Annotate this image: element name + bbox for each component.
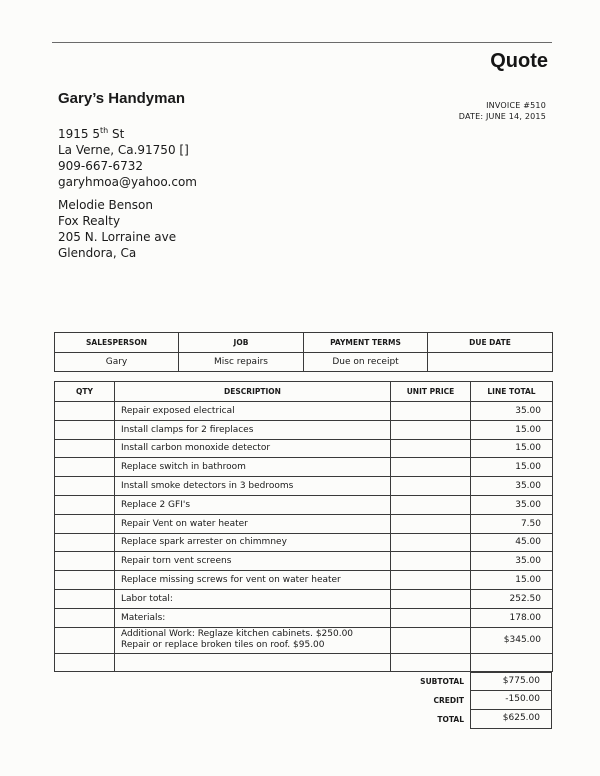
qty-cell	[55, 420, 115, 439]
due-date-header: DUE DATE	[428, 333, 553, 353]
salesperson-header: SALESPERSON	[55, 333, 179, 353]
line-item-row	[55, 402, 553, 421]
unit-price-cell	[391, 533, 471, 552]
credit-label: CREDIT	[433, 696, 464, 705]
line-item-row	[55, 571, 553, 590]
unit-price-cell	[391, 458, 471, 477]
unit-price-cell	[391, 477, 471, 496]
sender-phone: 909-667-6732	[58, 159, 144, 173]
line-items-table	[54, 381, 553, 672]
recipient-address	[58, 197, 176, 261]
line-total-cell: 15.00	[471, 571, 553, 590]
job-info-row	[55, 353, 553, 372]
company-name: Gary’s Handyman	[58, 90, 185, 107]
additional-work-row	[55, 627, 553, 653]
line-total-cell: 35.00	[471, 402, 553, 421]
line-total-header: LINE TOTAL	[471, 382, 553, 402]
qty-cell	[55, 477, 115, 496]
description-cell: Install carbon monoxide detector	[115, 439, 391, 458]
unit-price-cell	[391, 402, 471, 421]
subtotal-row	[0, 672, 600, 691]
unit-price-cell	[391, 439, 471, 458]
credit-row	[0, 691, 600, 710]
document-title: Quote	[490, 50, 548, 72]
unit-price-header: UNIT PRICE	[391, 382, 471, 402]
qty-cell	[55, 571, 115, 590]
qty-cell	[55, 402, 115, 421]
description-header: DESCRIPTION	[115, 382, 391, 402]
line-item-row	[55, 439, 553, 458]
sender-email: garyhmoa@yahoo.com	[58, 175, 197, 189]
unit-price-cell	[391, 589, 471, 608]
line-total-cell: 15.00	[471, 458, 553, 477]
description-cell: Replace 2 GFI's	[115, 495, 391, 514]
payment-terms-header: PAYMENT TERMS	[304, 333, 428, 353]
additional-work-line: Additional Work: Reglaze kitchen cabinets. $250.00	[121, 629, 354, 640]
recipient-street: 205 N. Lorraine ave	[58, 230, 177, 244]
line-total-cell: 35.00	[471, 552, 553, 571]
qty-cell	[55, 514, 115, 533]
top-rule	[52, 42, 552, 43]
line-item-row	[55, 552, 553, 571]
line-item-row	[55, 420, 553, 439]
description-cell: Install clamps for 2 fireplaces	[115, 420, 391, 439]
qty-cell	[55, 589, 115, 608]
qty-cell	[55, 533, 115, 552]
description-cell: Repair torn vent screens	[115, 552, 391, 571]
description-cell: Materials:	[115, 608, 391, 627]
total-row	[0, 710, 600, 729]
job-info-header	[55, 333, 553, 353]
invoice-meta	[459, 100, 546, 122]
qty-cell	[55, 439, 115, 458]
line-total-cell: 7.50	[471, 514, 553, 533]
line-total-cell: 35.00	[471, 477, 553, 496]
unit-price-cell	[391, 514, 471, 533]
due-date-value	[428, 353, 553, 372]
line-item-row	[55, 458, 553, 477]
invoice-date: DATE: JUNE 14, 2015	[458, 112, 546, 121]
description-cell: Replace switch in bathroom	[115, 458, 391, 477]
description-cell: Install smoke detectors in 3 bedrooms	[115, 477, 391, 496]
sender-city: La Verne, Ca.91750 []	[58, 143, 189, 157]
qty-cell	[55, 608, 115, 627]
sender-address	[58, 126, 197, 190]
line-item-row	[55, 514, 553, 533]
sender-street: 1915 5th St	[58, 126, 125, 141]
payment-terms-value: Due on receipt	[304, 353, 428, 372]
unit-price-cell	[391, 571, 471, 590]
total-label: TOTAL	[437, 715, 464, 724]
subtotal-label: SUBTOTAL	[420, 677, 464, 686]
total-value: $625.00	[470, 710, 552, 729]
qty-cell	[55, 495, 115, 514]
unit-price-cell	[391, 653, 471, 672]
line-total-cell: 178.00	[471, 608, 553, 627]
recipient-city: Glendora, Ca	[58, 246, 137, 260]
qty-cell	[55, 627, 115, 653]
unit-price-cell	[391, 608, 471, 627]
unit-price-cell	[391, 627, 471, 653]
line-total-cell: 35.00	[471, 495, 553, 514]
description-cell: Repair Vent on water heater	[115, 514, 391, 533]
description-cell: Repair exposed electrical	[115, 402, 391, 421]
additional-work-line: Repair or replace broken tiles on roof. $95.00	[121, 640, 325, 651]
qty-cell	[55, 653, 115, 672]
qty-cell	[55, 552, 115, 571]
recipient-name: Melodie Benson	[58, 198, 153, 212]
salesperson-value: Gary	[55, 353, 179, 372]
line-total-cell	[471, 653, 553, 672]
line-total-cell: $345.00	[471, 627, 553, 653]
invoice-number: INVOICE #510	[486, 101, 546, 110]
job-value: Misc repairs	[179, 353, 304, 372]
line-total-cell: 45.00	[471, 533, 553, 552]
unit-price-cell	[391, 420, 471, 439]
recipient-company: Fox Realty	[58, 214, 121, 228]
description-cell	[115, 653, 391, 672]
description-cell: Replace missing screws for vent on water heater	[115, 571, 391, 590]
qty-header: QTY	[55, 382, 115, 402]
line-items-header	[55, 382, 553, 402]
unit-price-cell	[391, 552, 471, 571]
line-item-row	[55, 608, 553, 627]
description-cell: Labor total:	[115, 589, 391, 608]
line-item-row	[55, 495, 553, 514]
line-item-row	[55, 477, 553, 496]
line-total-cell: 252.50	[471, 589, 553, 608]
description-cell: Replace spark arrester on chimmney	[115, 533, 391, 552]
qty-cell	[55, 458, 115, 477]
line-item-row	[55, 589, 553, 608]
street-ordinal: th	[100, 126, 109, 135]
line-item-row	[55, 533, 553, 552]
blank-row	[55, 653, 553, 672]
line-total-cell: 15.00	[471, 439, 553, 458]
line-total-cell: 15.00	[471, 420, 553, 439]
job-header: JOB	[179, 333, 304, 353]
subtotal-value: $775.00	[470, 672, 552, 691]
job-info-table	[54, 332, 553, 372]
unit-price-cell	[391, 495, 471, 514]
description-cell	[115, 627, 391, 653]
credit-value: -150.00	[470, 691, 552, 710]
